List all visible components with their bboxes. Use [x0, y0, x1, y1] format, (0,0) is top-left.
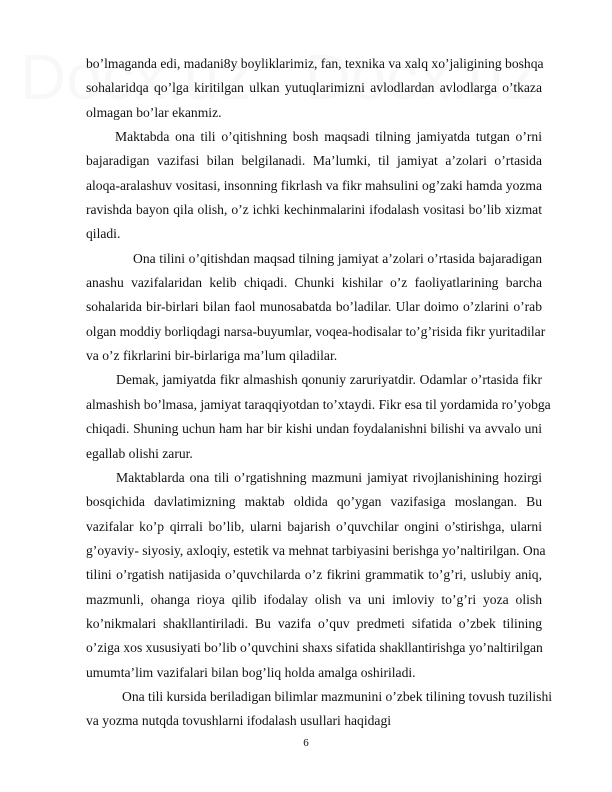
text-line: bajaradigan vazifasi bilan belgilanadi. Ma’lumki, til jamiyat a’zolari o’rtasida: [86, 153, 542, 169]
text-line: bosqichida davlatimizning maktab oldida qo’ygan vazifasiga moslangan. Bu: [86, 494, 542, 510]
text-line: vazifalar ko’p qirrali bo’lib, ularni bajarish o’quvchilar ongini o’stirishga, ularni: [86, 518, 542, 534]
text-line: umumta’lim vazifalari bilan bog’liq holda amalga oshiriladi.: [86, 664, 416, 680]
text-line: almashish bo’lmasa, jamiyat taraqqiyotdan to’xtaydi. Fikr esa til yordamida ro’yobga: [86, 396, 551, 412]
text-line: mazmunli, ohanga rioya qilib ifodalay olish va uni imloviy to’g’ri yoza olish: [86, 591, 542, 607]
text-line: g’oyaviy- siyosiy, axloqiy, estetik va mehnat tarbiyasini berishga yo’naltirilgan. Ona: [86, 542, 546, 558]
text-line: o’ziga xos xususiyati bo’lib o’quvchini shaxs sifatida shakllantirishga yo’naltirilgan: [86, 640, 543, 656]
text-line: ko’nikmalari shakllantiriladi. Bu vazifa o’quv predmeti sifatida o’zbek tilining: [86, 615, 542, 631]
text-line: aloqa-aralashuv vositasi, insonning fikrlash va fikr mahsulini og’zaki hamda yozma: [86, 177, 543, 193]
text-line: olmagan bo’lar ekanmiz.: [86, 104, 222, 120]
text-line: Maktablarda ona tili o’rgatishning mazmuni jamiyat rivojlanishining hozirgi: [116, 469, 542, 485]
text-line: Ona tili kursida beriladigan bilimlar mazmunini o’zbek tilining tovush tuzilishi: [122, 688, 553, 704]
document-body: [86, 52, 553, 734]
text-line: olgan moddiy borliqdagi narsa-buyumlar, voqea-hodisalar to’g’risida fikr yuritadilar: [86, 323, 546, 339]
text-line: va yozma nutqda tovushlarni ifodalash usullari haqidagi: [86, 713, 392, 729]
text-line: chiqadi. Shuning uchun ham har bir kishi undan foydalanishni bilishi va avvalo uni: [86, 421, 542, 437]
text-line: va o’z fikrlarini bir-birlariga ma’lum qiladilar.: [86, 348, 338, 364]
text-line: Maktabda ona tili o’qitishning bosh maqsadi tilning jamiyatda tutgan o’rni: [115, 129, 542, 145]
text-line: ravishda bayon qila olish, o’z ichki kechinmalarini ifodalash vositasi bo’lib xizmat: [86, 202, 542, 218]
text-line: sohalarida bir-birlari bilan faol munosabatda bo’ladilar. Ular doimo o’zlarini o’rab: [86, 299, 542, 315]
text-line: bo’lmaganda edi, madani8y boyliklarimiz, fan, texnika va xalq xo’jaligining boshqa: [86, 56, 544, 71]
text-line: egallab olishi zarur.: [86, 445, 193, 461]
text-line: qiladi.: [86, 226, 121, 242]
text-line: Ona tilini o’qitishdan maqsad tilning jamiyat a’zolari o’rtasida bajaradigan: [133, 250, 542, 266]
page-number: 6: [303, 737, 309, 749]
text-line: sohalaridqa qo’lga kiritilgan ulkan yutuqlarimizni avlodlardan avlodlarga o’tkaza: [86, 80, 542, 96]
text-line: tilini o’rgatish natijasida o’quvchilarda o’z fikrini grammatik to’g’ri, uslubiy aniq,: [86, 567, 542, 583]
text-line: anashu vazifalaridan kelib chiqadi. Chunki kishilar o’z faoliyatlarining barcha: [86, 275, 542, 291]
text-line: Demak, jamiyatda fikr almashish qonuniy zaruriyatdir. Odamlar o’rtasida fikr: [116, 372, 542, 388]
